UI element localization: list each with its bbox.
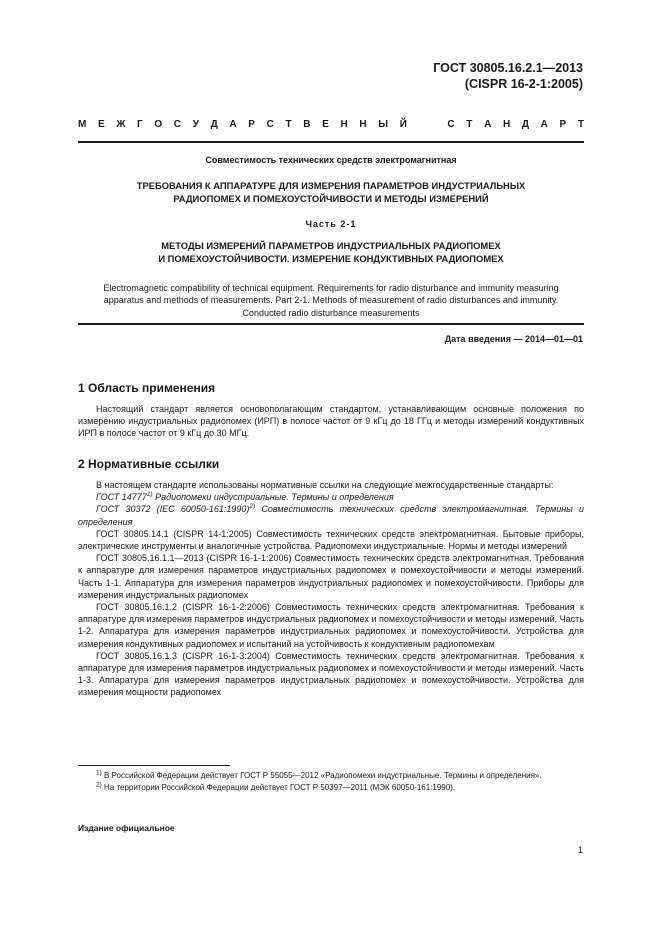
- footnote-marker: 2): [249, 503, 256, 511]
- standard-type-letter: С: [173, 119, 182, 130]
- standard-type-heading: [78, 118, 584, 131]
- standard-type-letter: Н: [502, 119, 511, 130]
- standard-number-block: [433, 60, 583, 92]
- top-divider: [78, 141, 584, 143]
- reference-code: ГОСТ 30372 (IEC 60050-161:1990): [96, 504, 250, 515]
- main-title: [78, 180, 584, 205]
- english-title-line-2: apparatus and methods of measurements. Part 2-1. Methods of measurement of radio disturbances and immunity.: [103, 295, 559, 306]
- page-number: 1: [577, 845, 583, 855]
- standard-type-letter: Т: [577, 119, 584, 130]
- standard-type-letter: Г: [137, 119, 143, 130]
- standard-type-letter: Н: [340, 119, 348, 130]
- word-gap: [433, 118, 436, 131]
- title-divider: [78, 323, 584, 325]
- reference-title: Совместимость технических средств электромагнитная. Термины и определения: [78, 504, 584, 527]
- footnote-1-marker: 1): [96, 769, 102, 777]
- section-2-body: [78, 479, 584, 699]
- standard-type-letter: Е: [322, 119, 329, 130]
- standard-type-letter: С: [266, 119, 274, 130]
- english-title-line-3: Conducted radio disturbance measurements: [242, 307, 420, 318]
- footnote-1: [78, 770, 584, 782]
- main-title-line-2: РАДИОПОМЕХ И ПОМЕХОУСТОЙЧИВОСТИ И МЕТОДЫ ИЗМЕРЕНИЙ: [173, 192, 489, 204]
- sub-title-line-1: МЕТОДЫ ИЗМЕРЕНИЙ ПАРАМЕТРОВ ИНДУСТРИАЛЬНЫХ РАДИОПОМЕХ: [161, 240, 501, 251]
- standard-type-letter: С: [447, 119, 455, 130]
- standard-type-letter: А: [540, 119, 548, 130]
- section-1-heading: 1 Область применения: [78, 381, 216, 395]
- official-edition-label: Издание официальное: [78, 823, 175, 833]
- standard-type-letter: В: [303, 119, 311, 130]
- word-gap: [419, 118, 422, 131]
- standard-type-letter: Н: [359, 119, 367, 130]
- introduction-date: Дата введения — 2014—01—01: [444, 334, 583, 344]
- english-title-line-1: Electromagnetic compatibility of technical equipment. Requirements for radio disturbance and immunity measuring: [103, 283, 559, 293]
- reference-title: Радиопомехи индустриальные. Термины и определения: [152, 492, 394, 503]
- footnote-divider: [78, 765, 230, 766]
- standard-type-letter: Й: [399, 119, 407, 130]
- reference-gost-30805-14-1: ГОСТ 30805.14.1 (CISPR 14-1:2005) Совместимость технических средств электромагнитная. Бытовые приборы, электрические инструменты и аналогичные устройства. Радиопомехи индустриальные. Нормы и методы измерений: [78, 528, 584, 552]
- footnote-2-text: На территории Российской Федерации действует ГОСТ Р 50397—2011 (МЭК 60050-161:1990).: [101, 783, 456, 792]
- standard-type-letter: М: [78, 119, 87, 130]
- sub-title: [78, 240, 584, 265]
- standard-type-letter: Ы: [378, 119, 389, 130]
- standard-type-letter: У: [192, 119, 199, 130]
- english-title: [78, 282, 584, 319]
- general-title: Совместимость технических средств электромагнитная: [205, 155, 457, 165]
- reference-gost-30805-16-1-3: ГОСТ 30805.16.1.3 (CISPR 16-1-3:2004) Совместимость технических средств электромагнитная. Требования к аппаратуре для измерения параметров индустриальных радиопомех и помехоустойчивости и методы измерений. Часть 1-3. Аппаратура для измерения параметров индустриальных радиопомех и помехоустойчивости. Устройства для измерения мощности радиопомех: [78, 650, 584, 698]
- standard-type-letter: Т: [466, 119, 473, 130]
- section-2-intro: В настоящем стандарте использованы нормативные ссылки на следующие межгосударственные стандарты:: [96, 480, 554, 490]
- footnote-1-text: В Российской Федерации действует ГОСТ Р 55055—2012 «Радиопомехи индустриальные. Термины и определения».: [101, 771, 542, 780]
- standard-type-letter: Т: [285, 119, 292, 130]
- reference-gost-30805-16-1-2: ГОСТ 30805.16.1.2 (CISPR 16-1-2:2006) Совместимость технических средств электромагнитная. Требования к аппаратуре для измерения параметров индустриальных радиопомех и помехоустойчивости и методы измерений. Часть 1-2. Аппаратура для измерения параметров индустриальных радиопомех и помехоустойчивости. Устройства для измерения кондуктивных радиопомех и испытаний на устойчивость к кондуктивным радиопомехам: [78, 602, 584, 649]
- reference-code: ГОСТ 14777: [96, 492, 147, 503]
- gost-number: ГОСТ 30805.16.2.1—2013: [433, 61, 583, 75]
- footnotes: [78, 770, 584, 794]
- footnote-marker: 1): [146, 491, 153, 499]
- standard-type-letter: А: [229, 119, 237, 130]
- part-number: Часть 2-1: [305, 219, 357, 229]
- section-2-heading: 2 Нормативные ссылки: [78, 457, 220, 471]
- footnote-2: [78, 782, 584, 794]
- reference-gost-14777: [78, 491, 584, 503]
- standard-type-letter: Д: [210, 119, 218, 130]
- standard-type-letter: Д: [521, 119, 529, 130]
- footnote-2-marker: 2): [96, 781, 102, 789]
- cispr-number: (CISPR 16-2-1:2005): [464, 77, 583, 91]
- reference-gost-30372: [78, 503, 584, 527]
- standard-type-letter: А: [484, 119, 492, 130]
- section-1-paragraph: Настоящий стандарт является основополагающим стандартом, устанавливающим основные положения по измерению индустриальных радиопомех (ИРП) в полосе частот от 9 кГц до 18 ГГц и методы измерений кондуктивных ИРП в полосе частот от 9 кГц до 30 МГц.: [78, 404, 584, 439]
- standard-type-letter: Р: [559, 119, 567, 130]
- section-1-body: [78, 403, 584, 440]
- sub-title-line-2: И ПОМЕХОУСТОЙЧИВОСТИ. ИЗМЕРЕНИЕ КОНДУКТИВНЫХ РАДИОПОМЕХ: [158, 252, 504, 264]
- main-title-line-1: ТРЕБОВАНИЯ К АППАРАТУРЕ ДЛЯ ИЗМЕРЕНИЯ ПАРАМЕТРОВ ИНДУСТРИАЛЬНЫХ: [136, 180, 526, 191]
- standard-type-letter: О: [154, 119, 163, 130]
- reference-gost-30805-16-1-1: ГОСТ 30805.16.1.1—2013 (CISPR 16-1-1:2006) Совместимость технических средств электромагнитная. Требования к аппаратуре для измерения параметров индустриальных радиопомех и помехоустойчивости и методы измерений. Часть 1-1. Аппаратура для измерения параметров индустриальных радиопомех и помехоустойчивости. Приборы для измерения индустриальных радиопомех: [78, 553, 584, 600]
- standard-type-letter: Е: [98, 119, 105, 130]
- standard-type-letter: Р: [248, 119, 255, 130]
- standard-type-letter: Ж: [116, 119, 126, 130]
